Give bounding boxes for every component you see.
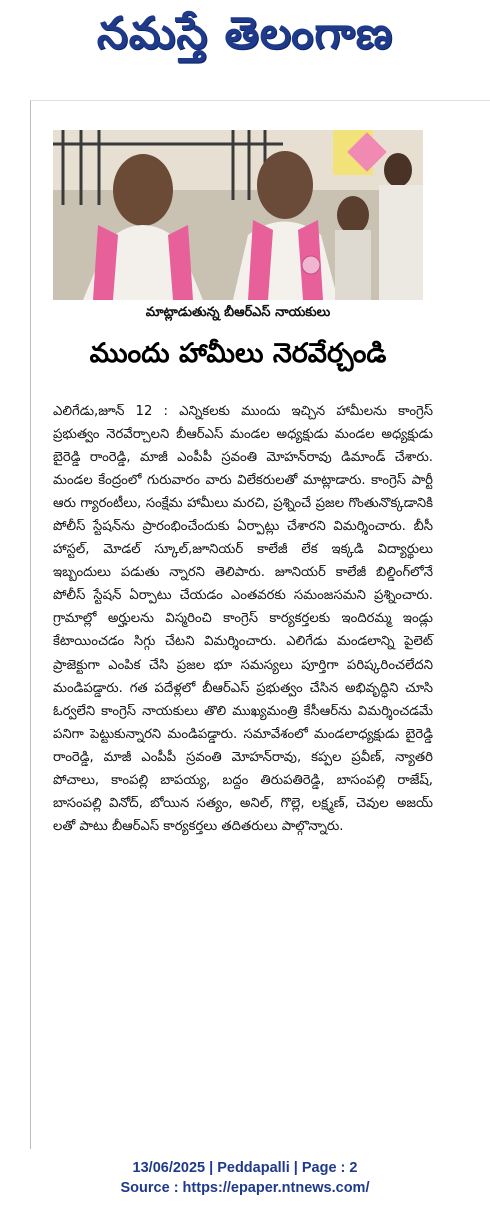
article-paragraph: ఎలిగేడు,జూన్ 12 : ఎన్నికలకు ముందు ఇచ్చిన హామీలను కాంగ్రెస్ ప్రభుత్వం నెరవేర్చాలని బీఆర్ఎస్ మండల అధ్యక్షుడు మండల అధ్యక్షుడు బైరెడ్డి రాంరెడ్డి, మాజీ ఎంపీపీ స్రవంతి మోహన్‌రావు డిమాండ్ చేశారు. మండల కేంద్రంలో గురువారం వారు విలేకరులతో మాట్లాడారు. కాంగ్రెస్ పార్టీ ఆరు గ్యారంటీలు, సంక్షేమ హామీలు మరచి, ప్రశ్నించే ప్రజల గొంతునొక్కడానికి పోలీస్ స్టేషన్‌ను ప్రారంభించేందుకు ఏర్పాట్లు చేశారని విమర్శించారు. బీసీ హాస్టల్, మోడల్ స్కూల్,జూనియర్ కాలేజీ లేక ఇక్కడి విద్యార్థులు ఇబ్బందులు పడుతు న్నారని తెలిపారు. జూనియర్ కాలేజీ బిల్డింగ్‌లోనే పోలీస్ స్టేషన్ ఏర్పాటు చేయడం ఎంతవరకు సమంజసమని ప్రశ్నించారు. గ్రామాల్లో అర్హులను విస్మరించి కాంగ్రెస్ కార్యకర్తలకు ఇందిరమ్మ ఇండ్లు కేటాయించడం సిగ్గు చేటని విమర్శించారు. ఎలిగేడు మండలాన్ని పైలెట్ ప్రాజెక్టుగా ఎంపిక చేసి ప్రజల భూ సమస్యలు పూర్తిగా పరిష్కరించలేదని మండిపడ్డారు. గత పదేళ్లలో బీఆర్ఎస్ ప్రభుత్వం చేసిన అభివృద్ధిని చూసి ఓర్వలేని కాంగ్రెస్ నాయకులు తొలి ముఖ్యమంత్రి కేసీఆర్‌ను విమర్శించడమే పనిగా పెట్టుకున్నారని మండిపడ్డారు. సమావేశంలో మండలాధ్యక్షుడు బైరెడ్డి రాంరెడ్డి, మాజీ ఎంపీపీ స్రవంతి మోహన్‌రావు, కప్పల ప్రవీణ్, న్యాతరి పోచాలు, కాంపల్లి బాపయ్య, బద్దం తిరుపతిరెడ్డి, బాసంపల్లి రాజేష్, బాసంపల్లి వినోద్, బోయిన సత్యం, అనిల్, గొల్లె, లక్ష్మణ్, చెవుల అజయ్ లతో పాటు బీఆర్ఎస్ కార్యకర్తలు తదితరులు పాల్గొన్నారు. xyxy=(53,404,433,834)
photo-illustration xyxy=(53,130,423,300)
footer-date-edition: 13/06/2025 | Peddapalli | Page : 2 xyxy=(132,1160,358,1176)
photo-caption: మాట్లాడుతున్న బీఆర్ఎస్ నాయకులు xyxy=(145,305,331,320)
article-photo xyxy=(53,130,423,300)
source-footer xyxy=(0,1158,490,1198)
footer-source-link[interactable]: Source : https://epaper.ntnews.com/ xyxy=(120,1180,370,1196)
article-headline: ముందు హామీలు నెరవేర్చండి xyxy=(89,338,387,369)
article-body xyxy=(53,400,433,838)
newspaper-masthead xyxy=(0,0,490,78)
masthead-logo: నమస్తే తెలంగాణ xyxy=(96,8,394,59)
